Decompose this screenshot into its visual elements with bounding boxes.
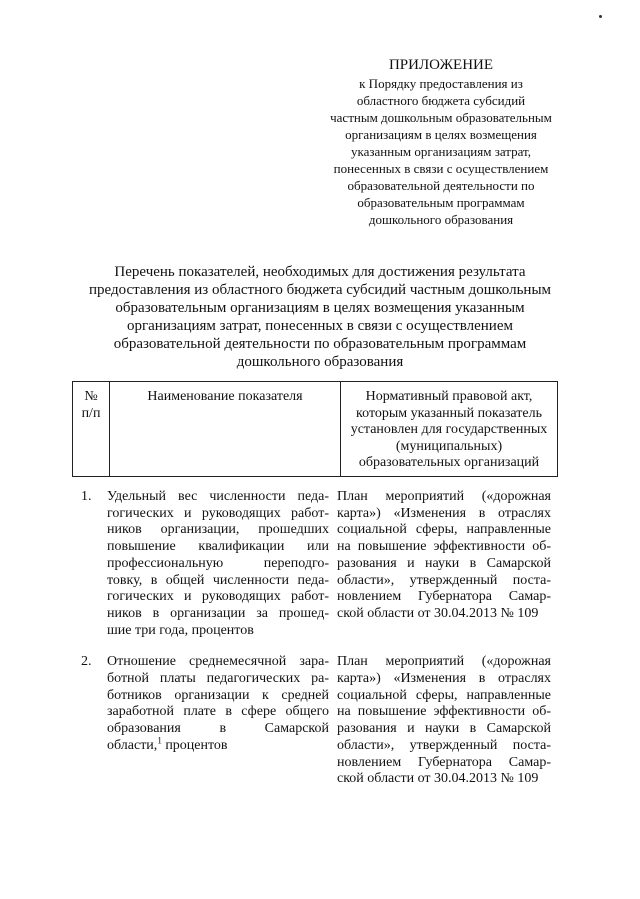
indicator-table-header [72, 381, 558, 477]
text-line: новлением Губернатора Самар- [337, 589, 551, 605]
title-line: предоставления из областного бюджета субсидий частным дошкольным [88, 282, 552, 298]
text-line: заработной плате в сфере общего [107, 704, 329, 720]
text-line: на повышение эффективности об- [337, 704, 551, 720]
appendix-line: к Порядку предоставления из [359, 76, 523, 91]
footnote-mark: 1 [157, 735, 162, 746]
appendix-line: образовательной деятельности по [347, 178, 535, 193]
title-line: образовательной деятельности по образовательным программам [113, 336, 527, 352]
text-line: ской области от 30.04.2013 № 109 [337, 605, 539, 621]
text-line: ников организации, прошедших [107, 522, 329, 538]
legal-act [337, 654, 551, 788]
text-line: ников в организации за прошед- [107, 605, 329, 621]
header-act-line: которым указанный показатель [356, 405, 542, 421]
appendix-heading: ПРИЛОЖЕНИЕ [388, 57, 494, 73]
text-line [107, 735, 329, 755]
text-line: повышение квалификации или [107, 539, 329, 555]
text-line: разования и науки в Самарской [337, 555, 551, 571]
text-line: на повышение эффективности об- [337, 539, 551, 555]
header-act-line: установлен для государственных [350, 422, 548, 438]
text-line: гогических и руководящих работ- [107, 589, 329, 605]
text-line: карта») «Изменения в отраслях [337, 505, 551, 521]
header-name-label: Наименование показателя [147, 389, 303, 404]
text-line: ботной платы педагогических ра- [107, 671, 329, 687]
indicator-row [72, 489, 558, 639]
appendix-line: понесенных в связи с осуществлением [333, 161, 549, 176]
text-line: социальной сферы, направленные [337, 687, 551, 703]
appendix-line: областного бюджета субсидий [356, 93, 526, 108]
document-title [60, 263, 580, 371]
text-line: Отношение среднемесячной зара- [107, 654, 329, 670]
header-act-line: (муниципальных) [395, 438, 503, 454]
text-line: гогических и руководящих работ- [107, 505, 329, 521]
appendix-block [316, 56, 566, 228]
text-line: области», утвержденный поста- [337, 737, 551, 753]
text-line: План мероприятий («дорожная [337, 489, 551, 504]
text-line: новлением Губернатора Самар- [337, 754, 551, 770]
appendix-line: образовательным программам [357, 195, 525, 210]
header-name-cell [110, 382, 341, 477]
text-line: товку, в общей численности педа- [107, 572, 329, 588]
text-line: разования и науки в Самарской [337, 721, 551, 737]
text-line: карта») «Изменения в отраслях [337, 671, 551, 687]
text-line: профессиональную переподго- [107, 555, 329, 571]
header-num-cell [73, 382, 110, 477]
indicator-row [72, 654, 558, 788]
header-act-line: Нормативный правовой акт, [365, 389, 533, 404]
row-number: 1. [81, 489, 92, 504]
text-line: области», утвержденный поста- [337, 572, 551, 588]
text-line: образования в Самарской [107, 721, 329, 737]
text-fragment: области, [107, 737, 158, 753]
title-line: Перечень показателей, необходимых для достижения результата [114, 264, 526, 280]
header-num-line: № [84, 389, 98, 404]
indicator-rows [72, 489, 558, 803]
indicator-name [107, 654, 329, 788]
text-line: ботников организации к средней [107, 687, 329, 703]
text-line: социальной сферы, направленные [337, 522, 551, 538]
header-act-line: образовательных организаций [358, 455, 540, 471]
row-number: 2. [81, 654, 92, 670]
indicator-name [107, 489, 329, 639]
appendix-line: частным дошкольным образовательным [330, 110, 552, 125]
legal-act [337, 489, 551, 639]
appendix-line: дошкольного образования [368, 212, 514, 227]
header-act-cell [341, 382, 558, 477]
text-line: План мероприятий («дорожная [337, 654, 551, 670]
text-line: Удельный вес численности педа- [107, 489, 329, 504]
title-line: дошкольного образования [236, 354, 404, 370]
header-num-line: п/п [81, 405, 101, 421]
text-line: шие три года, процентов [107, 622, 254, 638]
title-line: организациям затрат, понесенных в связи с осуществлением [127, 318, 513, 334]
text-fragment: процентов [161, 737, 228, 753]
text-line: ской области от 30.04.2013 № 109 [337, 771, 539, 787]
title-line: образовательным организациям в целях возмещения указанным [115, 300, 525, 316]
appendix-line: указанным организациям затрат, [350, 144, 531, 159]
appendix-line: организациям в целях возмещения [345, 127, 537, 142]
scan-speck [599, 15, 602, 18]
